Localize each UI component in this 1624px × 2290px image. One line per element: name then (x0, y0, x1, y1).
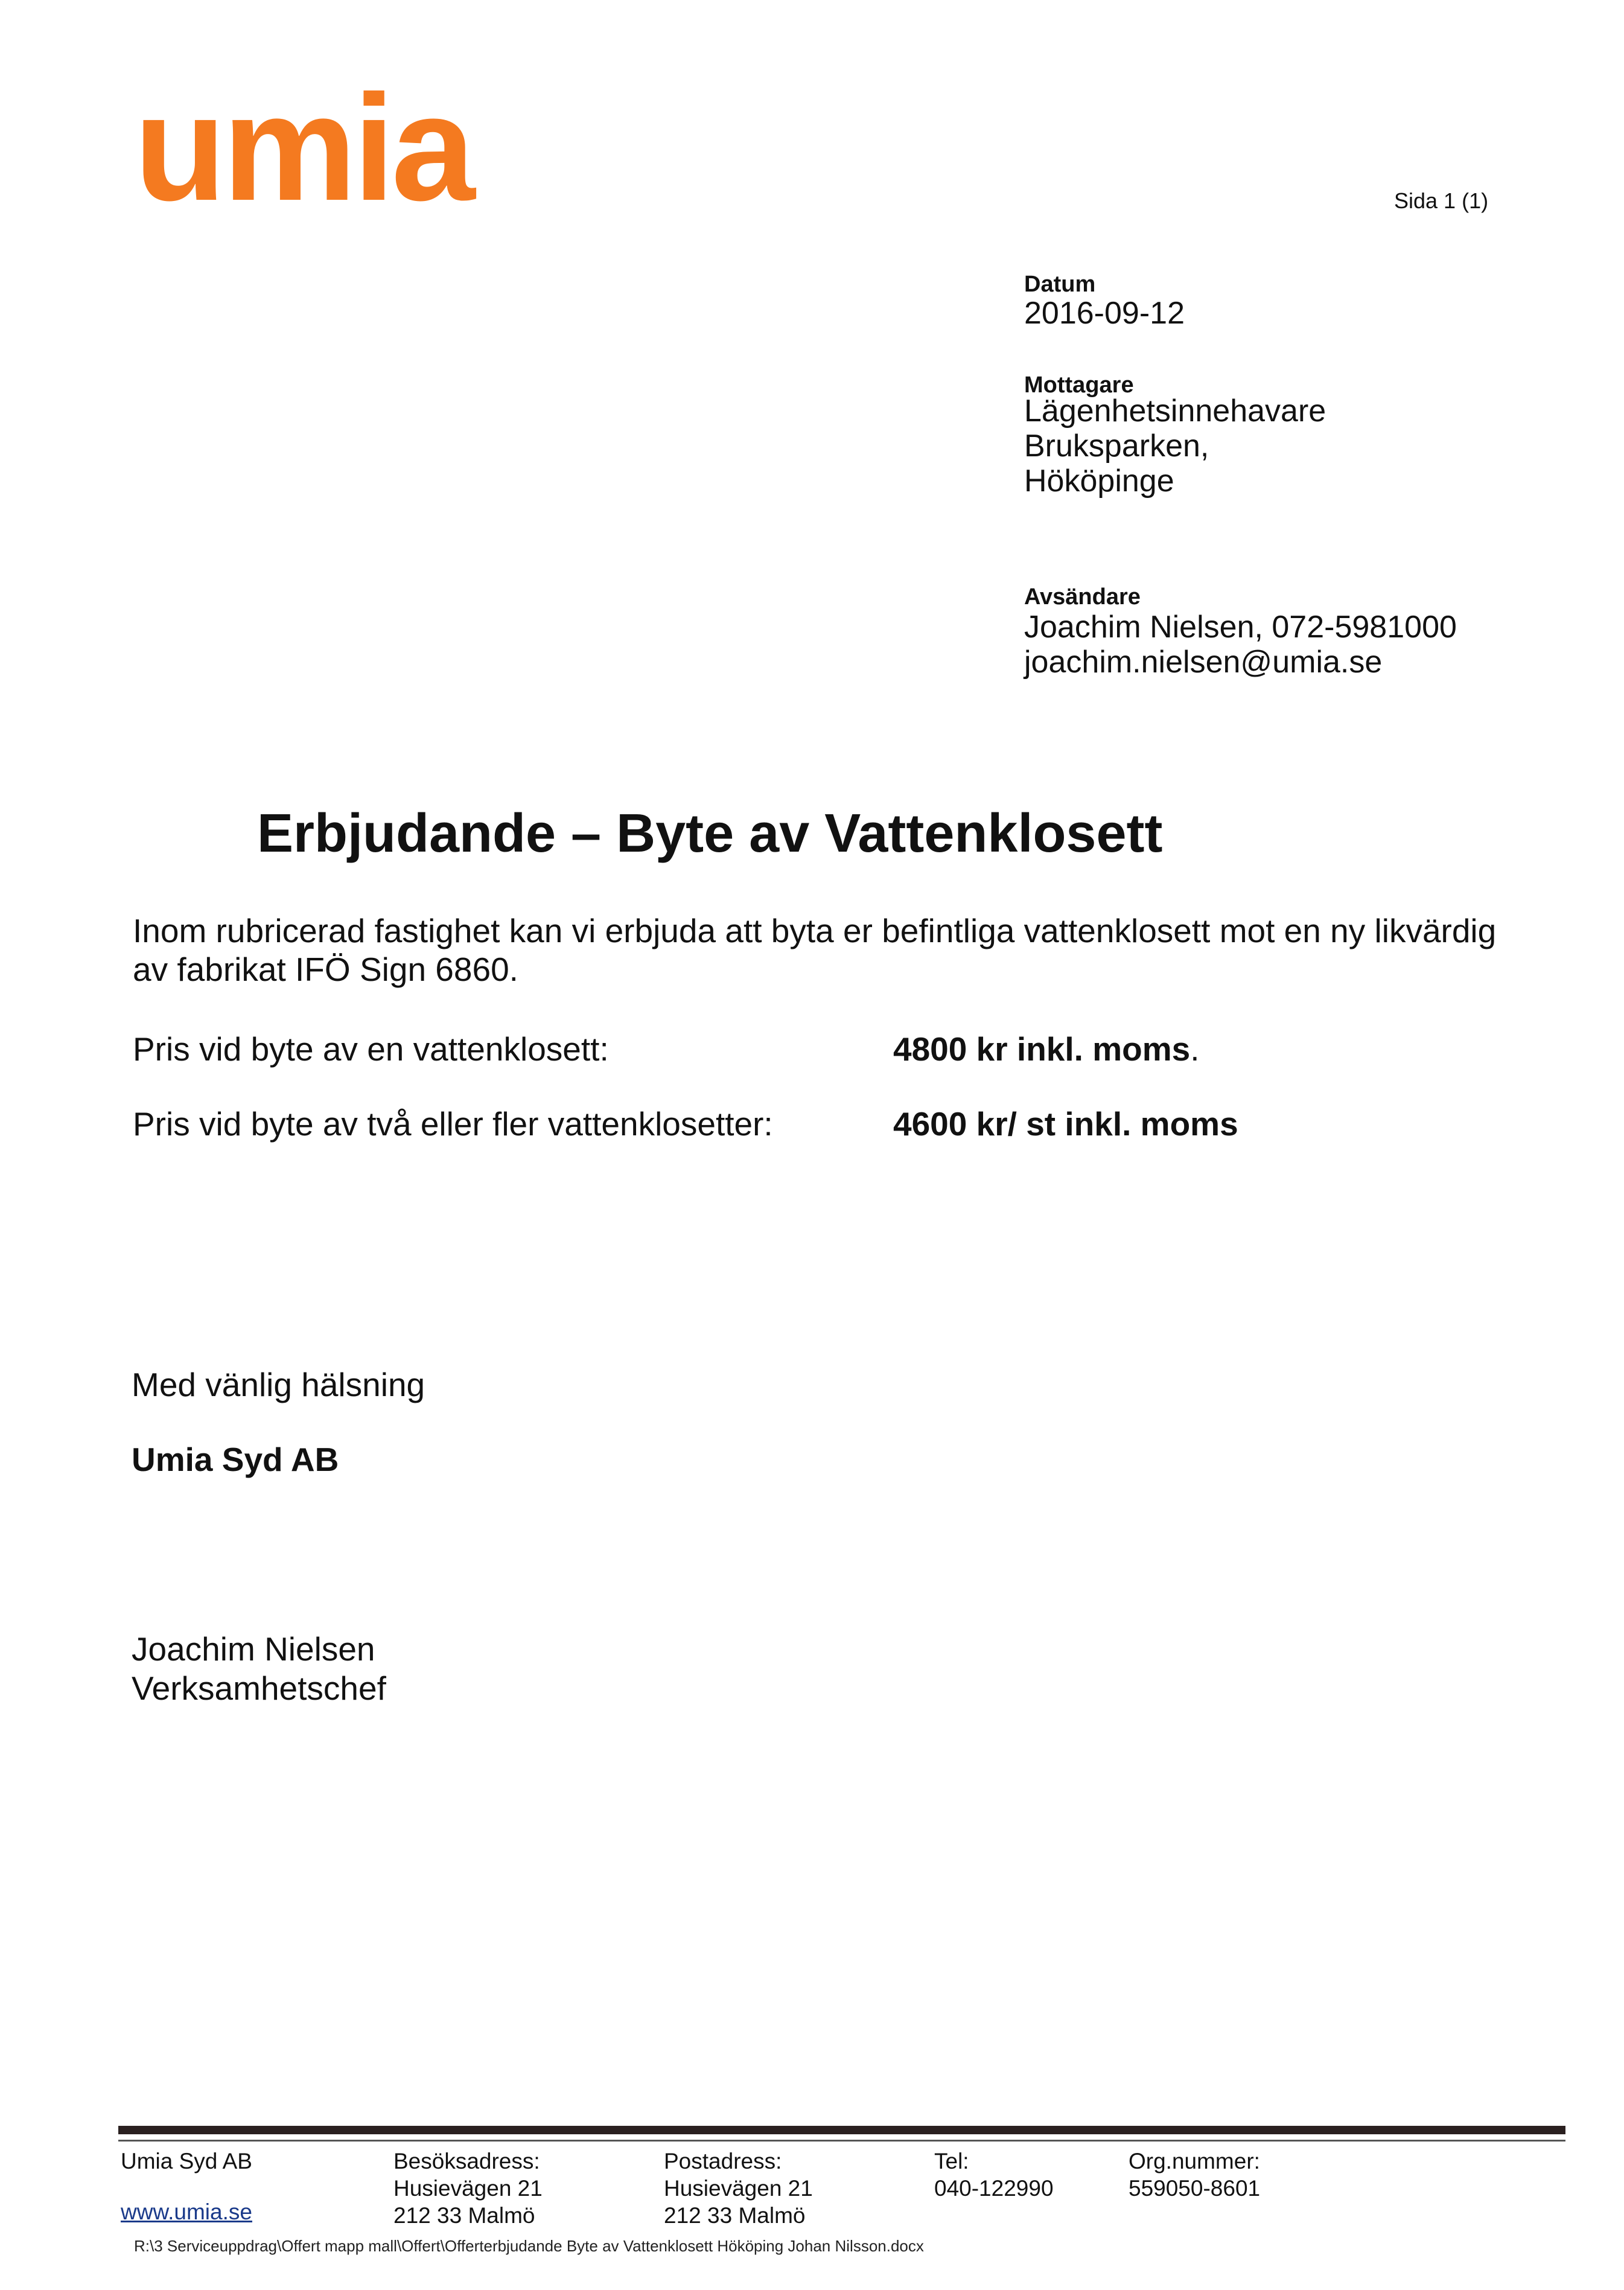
recipient-line: Bruksparken, (1024, 429, 1209, 464)
price-value-single (893, 1030, 1200, 1068)
footer-visit-line: Husievägen 21 (393, 2176, 543, 2201)
signer-title: Verksamhetschef (132, 1670, 386, 1707)
recipient-block (1024, 394, 1326, 499)
umia-logo: umia (134, 63, 472, 232)
footer-post-line: Husievägen 21 (664, 2176, 813, 2201)
intro-paragraph: Inom rubricerad fastighet kan vi erbjuda att byta er befintliga vattenklosett mot en ny likvärdig av fabrikat IFÖ Sign 6860. (133, 912, 1497, 988)
recipient-line: Lägenhetsinnehavare (1024, 394, 1326, 429)
footer-visit-address (393, 2148, 543, 2229)
price-label-single: Pris vid byte av en vattenklosett: (133, 1030, 609, 1068)
recipient-label: Mottagare (1024, 372, 1134, 398)
footer-website-link[interactable]: www.umia.se (121, 2199, 252, 2224)
recipient-line: Hököpinge (1024, 464, 1174, 499)
footer-rule-thin (118, 2140, 1565, 2142)
document-title: Erbjudande – Byte av Vattenklosett (257, 803, 1163, 864)
footer-file-path: R:\3 Serviceuppdrag\Offert mapp mall\Offert\Offerterbjudande Byte av Vattenklosett Hököping Johan Nilsson.docx (134, 2237, 924, 2255)
footer-visit-line: 212 33 Malmö (393, 2203, 535, 2228)
footer-tel-label: Tel: (934, 2149, 969, 2174)
price-label-multiple: Pris vid byte av två eller fler vattenklosetter: (133, 1105, 773, 1143)
company-name: Umia Syd AB (132, 1441, 339, 1478)
price-value-multiple: 4600 kr/ st inkl. moms (893, 1105, 1238, 1143)
sender-line: joachim.nielsen@umia.se (1024, 645, 1383, 680)
footer-org (1129, 2148, 1260, 2202)
footer-post-label: Postadress: (664, 2149, 782, 2174)
signer-name: Joachim Nielsen (132, 1630, 375, 1668)
date-value: 2016-09-12 (1024, 296, 1185, 331)
price-suffix: . (1190, 1030, 1200, 1068)
footer-post-line: 212 33 Malmö (664, 2203, 806, 2228)
price-amount: 4800 kr inkl. moms (893, 1030, 1191, 1068)
footer-org-label: Org.nummer: (1129, 2149, 1260, 2174)
footer-tel-value: 040-122990 (934, 2176, 1054, 2201)
footer-post-address (664, 2148, 813, 2229)
greeting: Med vänlig hälsning (132, 1366, 425, 1403)
page-indicator: Sida 1 (1) (1394, 188, 1489, 213)
date-label: Datum (1024, 272, 1096, 297)
sender-label: Avsändare (1024, 584, 1141, 610)
footer-visit-label: Besöksadress: (393, 2149, 540, 2174)
footer-org-value: 559050-8601 (1129, 2176, 1261, 2201)
footer-rule (118, 2126, 1565, 2134)
footer-tel (934, 2148, 1054, 2202)
footer-company: Umia Syd AB (121, 2149, 252, 2174)
sender-line: Joachim Nielsen, 072-5981000 (1024, 610, 1457, 645)
sender-block (1024, 610, 1457, 680)
